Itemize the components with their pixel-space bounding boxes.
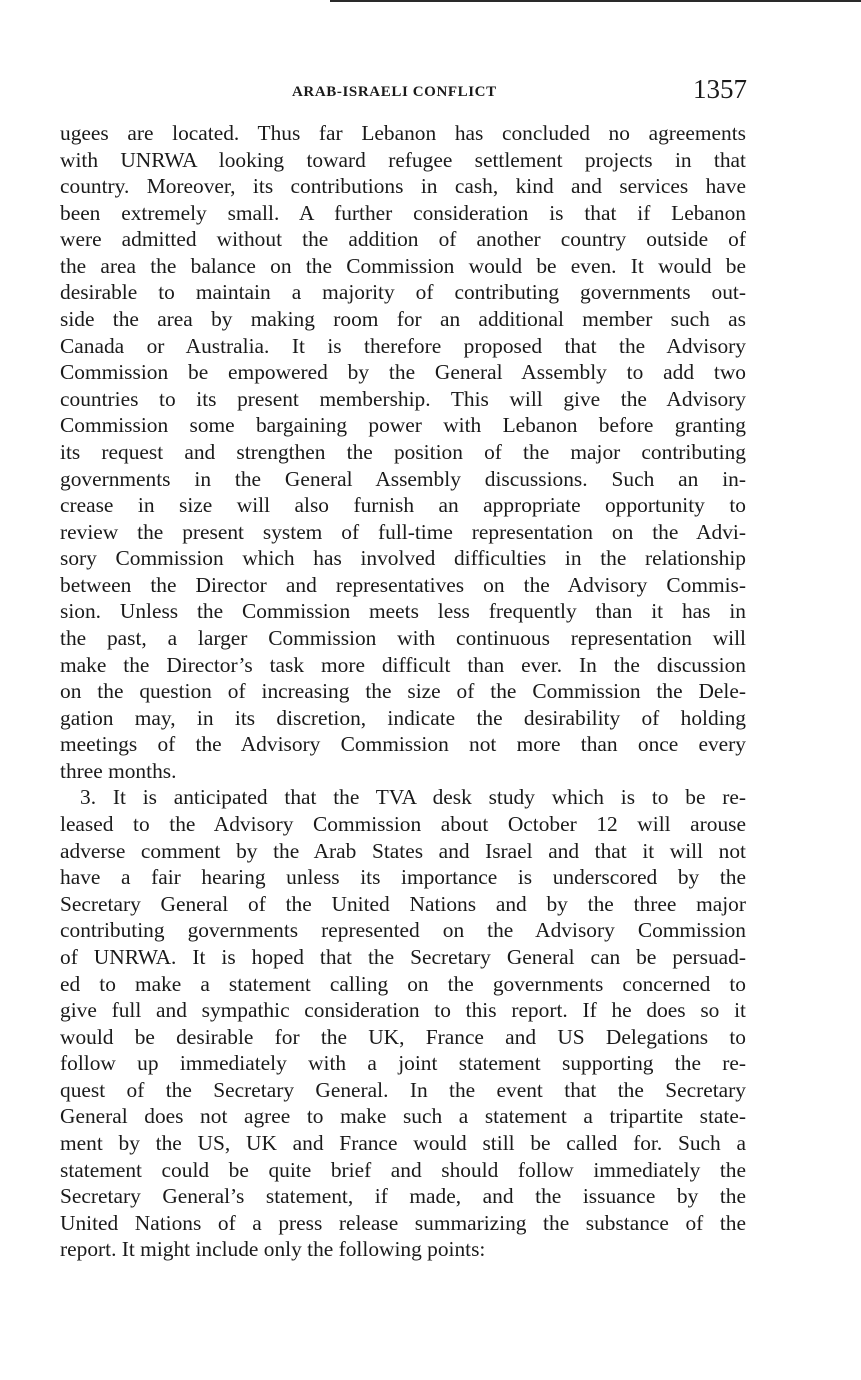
text-line: its request and strengthen the position of the major contributing — [60, 439, 746, 464]
text-line: contributing governments represented on the Advisory Commission — [60, 918, 746, 943]
text-line: would be desirable for the UK, France and US Delegations to — [60, 1024, 746, 1049]
text-line: Commission be empowered by the General Assembly to add two — [60, 360, 746, 385]
text-line: quest of the Secretary General. In the event that the Secretary — [60, 1077, 746, 1102]
text-line: Canada or Australia. It is therefore proposed that the Advisory — [60, 333, 746, 358]
text-line: desirable to maintain a majority of contributing governments out- — [60, 280, 746, 305]
text-line: three months. — [60, 758, 177, 783]
text-line: been extremely small. A further consideration is that if Lebanon — [60, 200, 746, 225]
text-line: have a fair hearing unless its importance is underscored by the — [60, 865, 746, 890]
text-line: follow up immediately with a joint statement supporting the re- — [60, 1051, 746, 1076]
text-line: the area the balance on the Commission would be even. It would be — [60, 253, 746, 278]
text-line: adverse comment by the Arab States and Israel and that it will not — [60, 838, 746, 863]
text-line: ed to make a statement calling on the governments concerned to — [60, 971, 746, 996]
text-line: Secretary General of the United Nations and by the three major — [60, 891, 746, 916]
text-line: Secretary General’s statement, if made, and the issuance by the — [60, 1184, 746, 1209]
paragraph-2 — [60, 784, 746, 1262]
text-line: United Nations of a press release summarizing the substance of the — [60, 1210, 746, 1235]
text-line: ment by the US, UK and France would still be called for. Such a — [60, 1130, 746, 1155]
text-line: General does not agree to make such a statement a tripartite state- — [60, 1104, 746, 1129]
text-line: of UNRWA. It is hoped that the Secretary General can be persuad- — [60, 944, 746, 969]
page-number: 1357 — [693, 74, 747, 104]
text-line: statement could be quite brief and should follow immediately the — [60, 1157, 746, 1182]
text-line: sory Commission which has involved difficulties in the relationship — [60, 546, 746, 571]
text-line: between the Director and representatives on the Advisory Commis- — [60, 572, 746, 597]
text-line: sion. Unless the Commission meets less frequently than it has in — [60, 599, 746, 624]
text-line: the past, a larger Commission with continuous representation will — [60, 625, 746, 650]
text-line: on the question of increasing the size of the Commission the Dele- — [60, 679, 746, 704]
text-line: country. Moreover, its contributions in cash, kind and services have — [60, 174, 746, 199]
text-line: 3. It is anticipated that the TVA desk study which is to be re- — [80, 785, 746, 810]
paragraph-1 — [60, 120, 746, 784]
text-line: meetings of the Advisory Commission not more than once every — [60, 732, 746, 757]
text-line: with UNRWA looking toward refugee settlement projects in that — [60, 147, 746, 172]
text-line: give full and sympathic consideration to this report. If he does so it — [60, 998, 746, 1023]
text-line: make the Director’s task more difficult than ever. In the discussion — [60, 652, 746, 677]
text-line: report. It might include only the following points: — [60, 1237, 486, 1262]
text-line: countries to its present membership. This will give the Advisory — [60, 386, 746, 411]
text-line: gation may, in its discretion, indicate the desirability of holding — [60, 705, 746, 730]
text-line: governments in the General Assembly discussions. Such an in- — [60, 466, 746, 491]
text-line: ugees are located. Thus far Lebanon has concluded no agreements — [60, 121, 746, 145]
text-line: Commission some bargaining power with Lebanon before granting — [60, 413, 746, 438]
body-text — [60, 120, 746, 1263]
text-line: side the area by making room for an additional member such as — [60, 307, 746, 332]
text-line: leased to the Advisory Commission about October 12 will arouse — [60, 812, 746, 837]
running-head-title: ARAB-ISRAELI CONFLICT — [292, 84, 497, 100]
text-line: crease in size will also furnish an appropriate opportunity to — [60, 493, 746, 518]
text-line: were admitted without the addition of another country outside of — [60, 227, 746, 252]
text-line: review the present system of full-time representation on the Advi- — [60, 519, 746, 544]
